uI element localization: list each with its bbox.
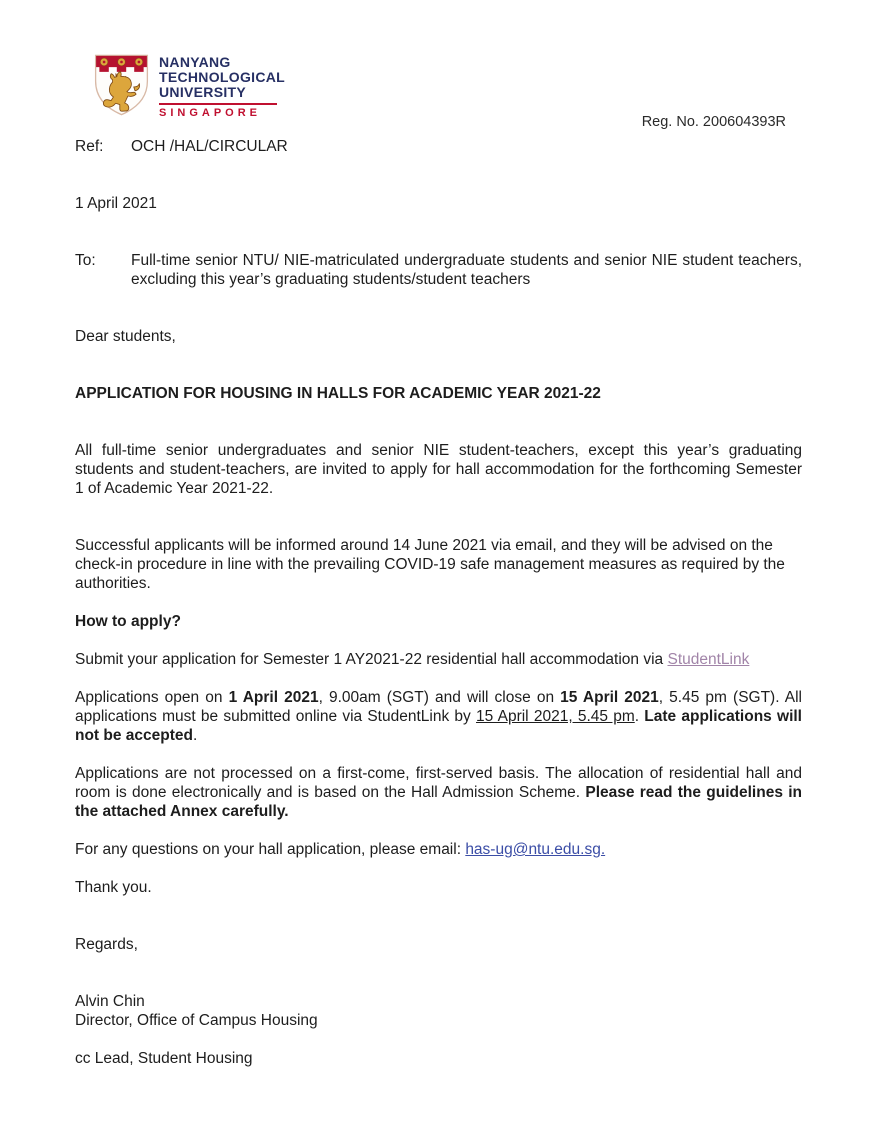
open-run-1: Applications open on: [75, 689, 229, 706]
logo-line-university: UNIVERSITY: [159, 84, 247, 100]
paragraph-eligibility: All full-time senior undergraduates and senior NIE student-teachers, except this year’s graduating students and student-teachers, are invited to apply for hall accommodation for the forthcoming Semester 1 of Academic Year 2021-22.: [75, 442, 802, 497]
signatory-name: Alvin Chin: [75, 993, 145, 1010]
open-date-bold: 1 April 2021: [228, 689, 319, 706]
paragraph-successful-applicants: Successful applicants will be informed around 14 June 2021 via email, and they will be advised on the check-in procedure in line with the prevailing COVID-19 safe management measures as required by the authorities.: [75, 537, 785, 592]
how-to-apply-heading: How to apply?: [75, 613, 181, 630]
to-recipients: Full-time senior NTU/ NIE-matriculated undergraduate students and senior NIE student teachers, excluding this year’s graduating students/student teachers: [131, 252, 802, 288]
email-link[interactable]: has-ug@ntu.edu.sg.: [465, 841, 606, 858]
ref-value: OCH /HAL/CIRCULAR: [131, 138, 288, 155]
studentlink-link[interactable]: StudentLink: [667, 651, 750, 668]
logo-line-nanyang: NANYANG: [159, 54, 231, 70]
ref-label: Ref:: [75, 138, 104, 155]
contact-text: For any questions on your hall application, please email:: [75, 841, 466, 858]
paragraph-submit: [75, 650, 802, 669]
logo-line-singapore: SINGAPORE: [159, 107, 262, 119]
letter-date: 1 April 2021: [75, 195, 157, 212]
letter-header: [75, 53, 802, 130]
late-warning-bold: Late applications will not be accepted: [75, 708, 802, 744]
to-line: [75, 251, 802, 289]
deadline-underlined: 15 April 2021, 5.45 pm: [476, 708, 635, 725]
thank-you-line: Thank you.: [75, 879, 152, 896]
open-run-4: .: [634, 708, 645, 725]
registration-number: Reg. No. 200604393R: [641, 114, 786, 130]
open-run-3: , 5.45 pm (SGT). All applications must be submitted online via StudentLink by: [75, 689, 802, 725]
subject-line: APPLICATION FOR HOUSING IN HALLS FOR ACADEMIC YEAR 2021-22: [75, 385, 601, 402]
annex-note-bold: Please read the guidelines in the attached Annex carefully.: [75, 784, 802, 820]
paragraph-contact: [75, 840, 802, 859]
cc-line: cc Lead, Student Housing: [75, 1050, 253, 1067]
reference-line: [75, 137, 802, 156]
logo-red-rule: [159, 103, 277, 105]
signature-block: [75, 992, 802, 1030]
allocation-text: Applications are not processed on a first-come, first-served basis. The allocation of residential hall and room is done electronically and is based on the Hall Admission Scheme.: [75, 765, 802, 801]
paragraph-allocation: [75, 764, 802, 821]
ntu-logo: [93, 53, 802, 119]
to-label: To:: [75, 252, 96, 269]
regards-line: Regards,: [75, 936, 138, 953]
close-date-bold: 15 April 2021: [560, 689, 659, 706]
open-run-5: .: [193, 727, 198, 744]
signatory-title: Director, Office of Campus Housing: [75, 1012, 318, 1029]
ntu-crest-icon: [93, 53, 150, 117]
logo-line-technological: TECHNOLOGICAL: [159, 69, 286, 85]
submit-text: Submit your application for Semester 1 AY2021-22 residential hall accommodation via: [75, 651, 668, 668]
open-run-2: , 9.00am (SGT) and will close on: [318, 689, 561, 706]
paragraph-application-dates: [75, 688, 802, 745]
salutation: Dear students,: [75, 328, 176, 345]
ntu-logo-text: [159, 53, 285, 119]
